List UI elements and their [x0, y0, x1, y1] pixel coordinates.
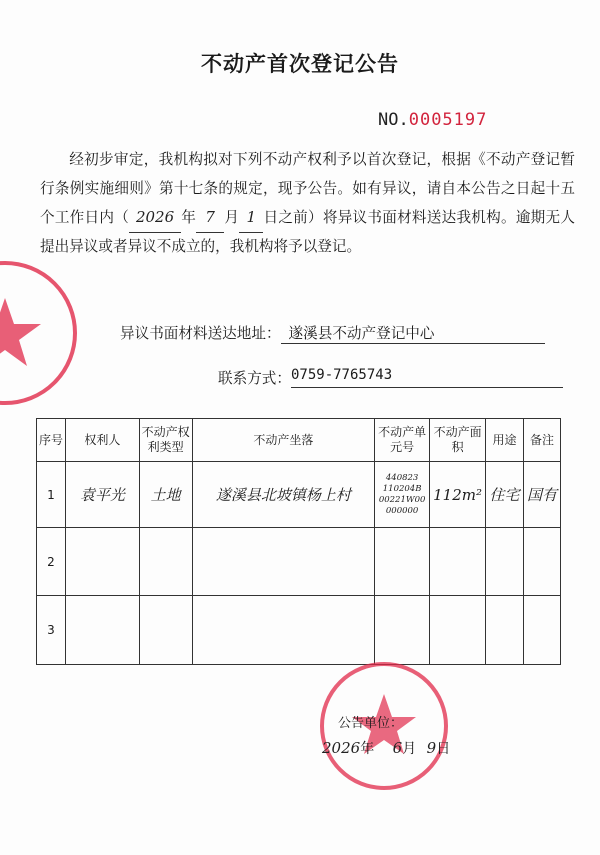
cell-holder — [65, 596, 139, 665]
header-area: 不动产面积 — [430, 419, 486, 462]
cell-holder — [65, 528, 139, 596]
sig-month: 6 — [392, 739, 403, 757]
header-usage: 用途 — [486, 419, 524, 462]
cell-area — [430, 596, 486, 665]
cell-note: 国有 — [523, 462, 560, 528]
cell-usage — [486, 596, 524, 665]
registration-table — [36, 418, 561, 665]
cell-unit-no — [375, 596, 430, 665]
cell-seq: 2 — [37, 528, 66, 596]
header-holder: 权利人 — [65, 419, 139, 462]
contact-phone: 0759-7765743 — [291, 367, 563, 388]
deadline-year: 2026 — [129, 203, 181, 233]
deadline-month-unit: 月 — [224, 209, 240, 226]
cell-area — [430, 528, 486, 596]
body-text-part1: 经初步审定，我机构拟对下列不动产权利予以首次登记，根据《不动产登记暂行条例实施细则》第十七条的规定，现予公告。如有异议，请自本公告之日起十五个工作日内（ — [40, 151, 575, 226]
cell-note — [523, 596, 560, 665]
serial-value: 0005197 — [408, 110, 488, 130]
signature-date — [322, 738, 450, 758]
objection-address-label: 异议书面材料送达地址： — [120, 325, 281, 342]
cell-location — [192, 596, 375, 665]
table-header-row — [37, 419, 561, 462]
cell-seq: 3 — [37, 596, 66, 665]
header-seq: 序号 — [37, 419, 66, 462]
cell-holder: 袁平光 — [65, 462, 139, 528]
cell-unit-no: 440823 110204B 00221W00 000000 — [375, 462, 430, 528]
page-title: 不动产首次登记公告 — [201, 52, 399, 76]
cell-seq: 1 — [37, 462, 66, 528]
serial-number — [378, 110, 487, 130]
cell-unit-no — [375, 528, 430, 596]
contact-info — [218, 367, 563, 388]
table-row — [37, 596, 561, 665]
sig-year-unit: 年 — [360, 741, 375, 757]
table-row — [37, 462, 561, 528]
objection-address-value: 遂溪县不动产登记中心 — [281, 322, 545, 344]
header-note: 备注 — [523, 419, 560, 462]
cell-location: 遂溪县北坡镇杨上村 — [192, 462, 375, 528]
cell-right-type — [139, 596, 192, 665]
official-seal-left — [0, 258, 80, 408]
contact-label: 联系方式： — [218, 370, 291, 387]
deadline-year-unit: 年 — [181, 209, 197, 226]
sig-day-unit: 日 — [436, 741, 451, 757]
cell-location — [192, 528, 375, 596]
sig-month-unit: 月 — [402, 741, 417, 757]
deadline-day: 1 — [239, 203, 263, 233]
serial-label: NO. — [378, 110, 409, 130]
deadline-month: 7 — [196, 203, 224, 233]
header-unit-no: 不动产单元号 — [375, 419, 430, 462]
sig-year: 2026 — [322, 739, 361, 757]
cell-usage — [486, 528, 524, 596]
cell-right-type — [139, 528, 192, 596]
issuer-label: 公告单位： — [338, 716, 404, 731]
body-text-part2: 日之前）将异议书面材料送达我机构。逾期无人提出异议或者异议不成立的，我机构将予以登记。 — [40, 209, 575, 255]
sig-day: 9 — [426, 739, 437, 757]
header-location: 不动产坐落 — [192, 419, 375, 462]
cell-note — [523, 528, 560, 596]
objection-address — [120, 322, 545, 344]
cell-right-type: 土地 — [139, 462, 192, 528]
table-row — [37, 528, 561, 596]
cell-area: 112m² — [430, 462, 486, 528]
cell-usage: 住宅 — [486, 462, 524, 528]
announcement-body — [40, 146, 575, 261]
header-right-type: 不动产权利类型 — [139, 419, 192, 462]
